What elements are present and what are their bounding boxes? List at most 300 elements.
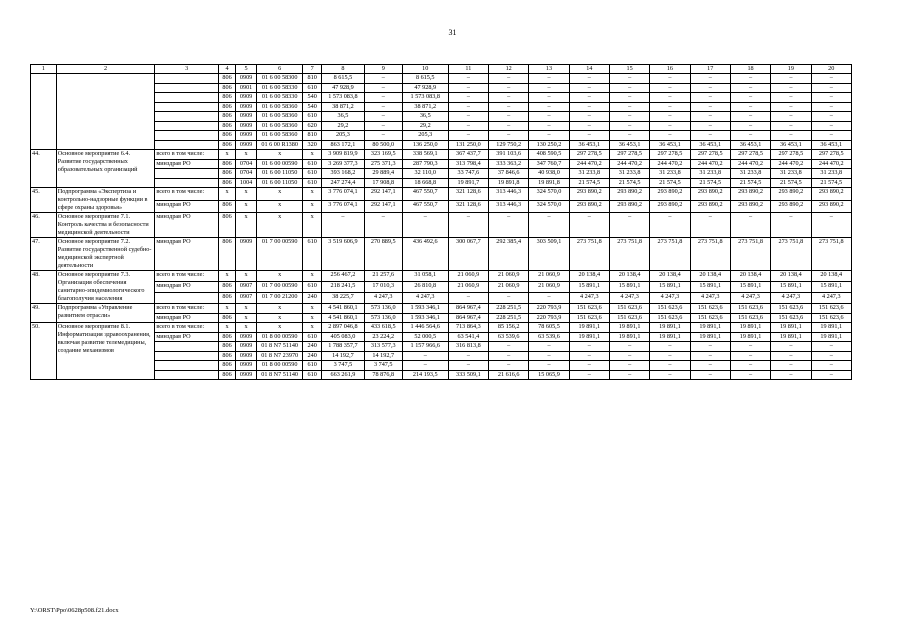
amount-cell: – [609,83,649,93]
amount-cell: – [811,74,851,84]
responsible-executor [155,169,219,179]
budget-code-c5: 0909 [235,102,256,112]
responsible-executor: минздрав РО [155,332,219,342]
budget-code-c7: 540 [303,102,322,112]
budget-code-c6: 01 8 N7 23970 [257,351,303,361]
amount-cell: 151 623,6 [771,313,811,323]
amount-cell: 467 550,7 [402,200,448,213]
amount-cell: 228 251,5 [489,304,529,314]
budget-code-c4: х [219,323,236,333]
budget-code-c6: 01 6 00 58330 [257,93,303,103]
responsible-executor: минздрав РО [155,213,219,238]
budget-code-c7: 240 [303,342,322,352]
amount-cell: 1 573 083,8 [402,93,448,103]
budget-code-c7: х [303,313,322,323]
budget-table [30,64,852,380]
amount-cell: 29,2 [402,121,448,131]
budget-code-c6: х [257,188,303,201]
amount-cell: – [609,351,649,361]
amount-cell: 663 261,9 [322,370,365,380]
amount-cell: 3 519 606,9 [322,238,365,271]
budget-code-c7: 810 [303,131,322,141]
column-number: 1 [31,65,57,74]
amount-cell: 287 790,3 [402,159,448,169]
amount-cell: – [730,83,770,93]
amount-cell: 321 128,6 [448,200,488,213]
amount-cell: 31 233,8 [609,169,649,179]
amount-cell: 151 623,6 [811,304,851,314]
amount-cell: 573 136,0 [364,313,402,323]
file-path: Y:\ORST\Ppo\0628p508.f21.docx [30,607,119,614]
budget-code-c5: 1004 [235,178,256,188]
amount-cell: – [771,213,811,238]
amount-cell: 316 813,8 [448,342,488,352]
budget-code-c7: 610 [303,332,322,342]
amount-cell: – [529,351,569,361]
column-number: 3 [155,65,219,74]
amount-cell: – [448,131,488,141]
program-name: Основное мероприятие 7.1. Контроль качества и безопасности медицинской деятельности [56,213,155,238]
amount-cell: – [489,102,529,112]
amount-cell: – [448,293,488,304]
amount-cell: 20 138,4 [730,271,770,282]
amount-cell: 303 509,1 [529,238,569,271]
amount-cell: 436 492,6 [402,238,448,271]
amount-cell: – [771,351,811,361]
amount-cell: – [650,112,690,122]
amount-cell: – [609,112,649,122]
amount-cell: – [489,112,529,122]
amount-cell: – [364,121,402,131]
amount-cell: – [569,93,609,103]
amount-cell: 1 157 966,6 [402,342,448,352]
budget-code-c4: 806 [219,112,236,122]
amount-cell: 33 747,6 [448,169,488,179]
amount-cell: 36,5 [322,112,365,122]
amount-cell: – [569,342,609,352]
amount-cell: 393 168,2 [322,169,365,179]
amount-cell: 21 574,5 [811,178,851,188]
program-name: Подпрограмма «Экспертиза и контрольно-надзорные функции в сфере охраны здоровья» [56,188,155,213]
amount-cell: 864 967,4 [448,313,488,323]
column-number: 15 [609,65,649,74]
amount-cell: 151 623,6 [569,313,609,323]
amount-cell: – [529,112,569,122]
amount-cell: – [650,93,690,103]
column-number: 17 [690,65,730,74]
amount-cell: 292 385,4 [489,238,529,271]
budget-code-c5: х [235,188,256,201]
amount-cell: – [489,83,529,93]
amount-cell: 293 890,2 [609,200,649,213]
amount-cell: – [609,102,649,112]
responsible-executor [155,361,219,371]
amount-cell: 293 890,2 [690,200,730,213]
amount-cell: – [650,121,690,131]
amount-cell: – [771,93,811,103]
budget-code-c4: 806 [219,282,236,293]
amount-cell: – [448,121,488,131]
budget-code-c7: 610 [303,112,322,122]
amount-cell: – [650,74,690,84]
amount-cell: 78 876,8 [364,370,402,380]
amount-cell: 333 509,1 [448,370,488,380]
amount-cell: 244 470,2 [609,159,649,169]
amount-cell: 36 453,1 [569,140,609,150]
budget-code-c4: 806 [219,293,236,304]
budget-code-c4: х [219,304,236,314]
amount-cell: – [811,121,851,131]
amount-cell: – [448,83,488,93]
amount-cell: 36 453,1 [771,140,811,150]
amount-cell: – [489,131,529,141]
amount-cell: – [690,342,730,352]
amount-cell: – [811,83,851,93]
amount-cell: – [650,83,690,93]
amount-cell: 19 891,1 [569,332,609,342]
amount-cell: 293 890,2 [690,188,730,201]
amount-cell: 273 751,8 [771,238,811,271]
amount-cell: – [771,74,811,84]
amount-cell: 297 278,5 [811,150,851,160]
amount-cell: – [690,131,730,141]
responsible-executor [155,121,219,131]
amount-cell: 21 060,9 [529,282,569,293]
amount-cell: 247 274,4 [322,178,365,188]
amount-cell: – [609,342,649,352]
amount-cell: – [529,131,569,141]
budget-code-c5: 0909 [235,131,256,141]
amount-cell: – [730,102,770,112]
budget-code-c5: 0909 [235,121,256,131]
amount-cell: 19 891,1 [771,323,811,333]
amount-cell: 3 269 377,3 [322,159,365,169]
amount-cell: – [448,112,488,122]
amount-cell: – [489,93,529,103]
budget-code-c7: 610 [303,370,322,380]
amount-cell: 18 668,8 [402,178,448,188]
amount-cell: – [650,370,690,380]
amount-cell: – [730,121,770,131]
row-number: 49. [31,304,57,323]
amount-cell: – [811,361,851,371]
amount-cell: 1 788 357,7 [322,342,365,352]
amount-cell: 4 247,3 [609,293,649,304]
amount-cell: – [569,131,609,141]
amount-cell: – [650,351,690,361]
amount-cell: – [569,102,609,112]
amount-cell: 37 846,6 [489,169,529,179]
amount-cell: 19 891,1 [811,332,851,342]
amount-cell: – [811,213,851,238]
amount-cell: – [489,74,529,84]
amount-cell: – [448,351,488,361]
amount-cell: 214 193,5 [402,370,448,380]
amount-cell: 19 891,7 [448,178,488,188]
budget-code-c4: х [219,271,236,282]
column-number: 12 [489,65,529,74]
amount-cell: 256 467,2 [322,271,365,282]
amount-cell: 36 453,1 [730,140,770,150]
amount-cell: – [730,351,770,361]
amount-cell: 3 909 819,9 [322,150,365,160]
amount-cell: – [811,93,851,103]
amount-cell: 40 938,0 [529,169,569,179]
amount-cell: – [609,131,649,141]
amount-cell: 408 590,5 [529,150,569,160]
amount-cell: – [322,213,365,238]
amount-cell: – [364,93,402,103]
column-number: 10 [402,65,448,74]
budget-code-c5: 0704 [235,159,256,169]
amount-cell: 15 891,1 [569,282,609,293]
amount-cell: 273 751,8 [730,238,770,271]
budget-code-c5: 0909 [235,140,256,150]
amount-cell: 31 233,8 [730,169,770,179]
amount-cell: 313 446,3 [489,188,529,201]
amount-cell: 23 224,2 [364,332,402,342]
amount-cell: 151 623,6 [690,304,730,314]
budget-code-c7: 610 [303,83,322,93]
amount-cell: – [489,213,529,238]
amount-cell: 713 864,3 [448,323,488,333]
responsible-executor [155,112,219,122]
amount-cell: 218 241,5 [322,282,365,293]
amount-cell: – [529,342,569,352]
column-number: 8 [322,65,365,74]
amount-cell: 47 928,9 [402,83,448,93]
amount-cell: – [690,112,730,122]
amount-cell: – [690,121,730,131]
amount-cell: 293 890,2 [569,200,609,213]
amount-cell: 31 233,8 [811,169,851,179]
budget-code-c7: 610 [303,282,322,293]
budget-code-c5: 0909 [235,361,256,371]
amount-cell: 293 890,2 [811,200,851,213]
budget-code-c6: 01 6 00 00590 [257,159,303,169]
program-name: Основное мероприятие 7.3. Организация обеспечения санитарно-эпидемиологического благополучия населения [56,271,155,304]
program-name: Подпрограмма «Управление развитием отрасли» [56,304,155,323]
budget-code-c5: 0907 [235,282,256,293]
amount-cell: – [569,370,609,380]
amount-cell: – [569,83,609,93]
budget-code-c6: х [257,150,303,160]
amount-cell: 293 890,2 [730,200,770,213]
amount-cell: 3 776 074,1 [322,200,365,213]
amount-cell: 151 623,6 [690,313,730,323]
budget-code-c6: 01 6 00 58300 [257,74,303,84]
amount-cell: – [569,74,609,84]
amount-cell: – [448,102,488,112]
budget-code-c7: 810 [303,74,322,84]
amount-cell: – [489,361,529,371]
amount-cell: – [529,213,569,238]
budget-code-c5: 0901 [235,83,256,93]
amount-cell: 3 747,5 [322,361,365,371]
amount-cell: 347 760,7 [529,159,569,169]
budget-code-c7: х [303,188,322,201]
amount-cell: 293 890,2 [609,188,649,201]
budget-code-c5: 0907 [235,293,256,304]
amount-cell: 151 623,6 [771,304,811,314]
program-name: Основное мероприятие 7.2. Развитие государственной судебно-медицинской экспертной деятельности [56,238,155,271]
amount-cell: 323 169,5 [364,150,402,160]
amount-cell: 21 257,6 [364,271,402,282]
amount-cell: – [489,351,529,361]
amount-cell: 324 570,0 [529,188,569,201]
column-number: 18 [730,65,770,74]
amount-cell: – [771,121,811,131]
budget-code-c5: х [235,271,256,282]
budget-code-c5: х [235,313,256,323]
amount-cell: – [771,342,811,352]
amount-cell: – [771,361,811,371]
budget-code-c4: х [219,150,236,160]
page-number: 31 [448,28,457,37]
budget-code-c6: 01 8 N7 51140 [257,342,303,352]
amount-cell: – [448,74,488,84]
amount-cell: 313 577,3 [364,342,402,352]
amount-cell: 573 136,0 [364,304,402,314]
amount-cell: 21 616,6 [489,370,529,380]
amount-cell: 293 890,2 [771,200,811,213]
responsible-executor: всего в том числе: [155,323,219,333]
amount-cell: – [402,213,448,238]
amount-cell: – [811,112,851,122]
amount-cell: – [730,74,770,84]
amount-cell: 78 605,5 [529,323,569,333]
budget-code-c5: 0909 [235,238,256,271]
amount-cell: 151 623,6 [609,313,649,323]
amount-cell: 293 890,2 [650,188,690,201]
amount-cell: 4 247,3 [771,293,811,304]
table-row [31,323,852,333]
amount-cell: – [489,121,529,131]
budget-code-c6: 01 7 00 00590 [257,282,303,293]
amount-cell: 15 891,1 [690,282,730,293]
amount-cell: – [771,131,811,141]
amount-cell: 151 623,6 [730,313,770,323]
amount-cell: 244 470,2 [771,159,811,169]
amount-cell: – [569,351,609,361]
table-row [31,213,852,238]
amount-cell: 4 247,3 [364,293,402,304]
amount-cell: 38 225,7 [322,293,365,304]
amount-cell: 131 250,0 [448,140,488,150]
row-number: 45. [31,188,57,213]
amount-cell: 14 192,7 [322,351,365,361]
budget-code-c4: 806 [219,213,236,238]
amount-cell: 313 446,3 [489,200,529,213]
budget-code-c5: х [235,213,256,238]
amount-cell: 338 569,1 [402,150,448,160]
row-number [31,74,57,150]
budget-code-c7: х [303,200,322,213]
column-number: 4 [219,65,236,74]
budget-code-c4: 806 [219,140,236,150]
amount-cell: 297 278,5 [569,150,609,160]
amount-cell: 324 570,0 [529,200,569,213]
budget-code-c6: 01 6 00 R1380 [257,140,303,150]
amount-cell: – [690,102,730,112]
responsible-executor: всего в том числе: [155,150,219,160]
budget-code-c7: х [303,150,322,160]
amount-cell: 63 541,4 [448,332,488,342]
amount-cell: – [730,112,770,122]
amount-cell: 21 574,5 [771,178,811,188]
amount-cell: 38 871,2 [402,102,448,112]
responsible-executor [155,93,219,103]
amount-cell: 15 891,1 [730,282,770,293]
amount-cell: 151 623,6 [811,313,851,323]
budget-code-c6: х [257,323,303,333]
budget-code-c4: 806 [219,74,236,84]
amount-cell: 19 891,1 [730,332,770,342]
budget-code-c6: х [257,313,303,323]
amount-cell: – [609,370,649,380]
amount-cell: 20 138,4 [569,271,609,282]
responsible-executor: минздрав РО [155,200,219,213]
amount-cell: 297 278,5 [650,150,690,160]
responsible-executor [155,178,219,188]
budget-code-c6: 01 7 00 21200 [257,293,303,304]
amount-cell: 863 172,1 [322,140,365,150]
amount-cell: 297 278,5 [730,150,770,160]
amount-cell: 32 110,0 [402,169,448,179]
amount-cell: – [529,293,569,304]
amount-cell: 4 247,3 [730,293,770,304]
amount-cell: – [811,370,851,380]
amount-cell: 20 138,4 [811,271,851,282]
column-number: 5 [235,65,256,74]
amount-cell: – [771,83,811,93]
amount-cell: 31 058,1 [402,271,448,282]
amount-cell: 297 278,5 [690,150,730,160]
amount-cell: 31 233,8 [771,169,811,179]
column-number: 9 [364,65,402,74]
amount-cell: – [730,342,770,352]
amount-cell: 270 889,5 [364,238,402,271]
budget-code-c7: 320 [303,140,322,150]
budget-code-c7: 540 [303,93,322,103]
budget-code-c6: 01 7 00 00590 [257,238,303,271]
budget-code-c4: 806 [219,178,236,188]
amount-cell: – [569,112,609,122]
amount-cell: 21 574,5 [569,178,609,188]
amount-cell: 19 891,1 [811,323,851,333]
amount-cell: – [569,361,609,371]
budget-code-c4: 806 [219,361,236,371]
budget-code-c6: х [257,271,303,282]
amount-cell: 273 751,8 [690,238,730,271]
amount-cell: 29 889,4 [364,169,402,179]
table-row [31,74,852,84]
amount-cell: – [529,93,569,103]
budget-code-c6: 01 8 00 00590 [257,361,303,371]
amount-cell: 20 138,4 [650,271,690,282]
amount-cell: 36 453,1 [650,140,690,150]
row-number: 44. [31,150,57,188]
budget-code-c7: 620 [303,121,322,131]
amount-cell: 3 747,5 [364,361,402,371]
amount-cell: 19 891,1 [609,323,649,333]
amount-cell: 275 371,3 [364,159,402,169]
budget-code-c5: х [235,150,256,160]
budget-code-c4: 806 [219,169,236,179]
amount-cell: – [364,131,402,141]
column-number: 11 [448,65,488,74]
amount-cell: – [609,213,649,238]
